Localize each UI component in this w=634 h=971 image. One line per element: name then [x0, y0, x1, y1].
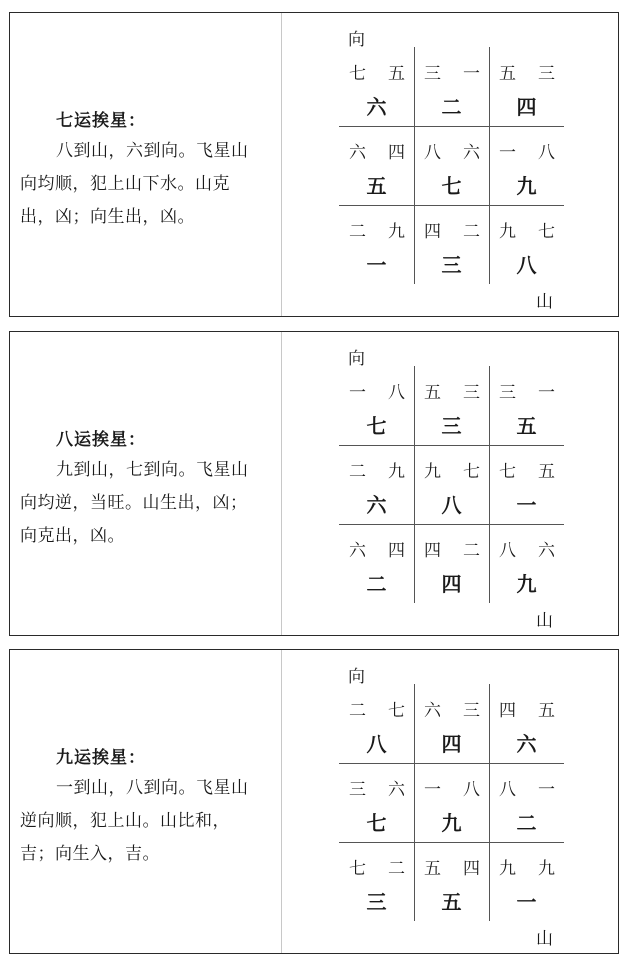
facing-star: 六 [538, 541, 555, 561]
description-line: 一到山，八到向。飞星山 [56, 778, 249, 798]
palace-cell [489, 684, 564, 763]
facing-star: 四 [388, 541, 405, 561]
facing-star: 九 [538, 859, 555, 879]
facing-label: 向 [348, 30, 365, 50]
mountain-star: 二 [349, 701, 366, 721]
palace-cell [339, 47, 414, 126]
palace-cell [414, 366, 489, 445]
facing-star: 八 [538, 143, 555, 163]
facing-star: 八 [388, 383, 405, 403]
section-title: 九运挨星： [56, 748, 146, 768]
palace-cell [414, 524, 489, 603]
palace-cell [414, 205, 489, 284]
mountain-star: 四 [424, 541, 441, 561]
mountain-label: 山 [536, 929, 553, 949]
palace-cell [489, 126, 564, 205]
base-star: 四 [441, 732, 462, 756]
base-star: 八 [516, 253, 537, 277]
base-star: 七 [366, 414, 387, 438]
description-line: 吉；向生入，吉。 [20, 844, 160, 864]
facing-star: 四 [388, 143, 405, 163]
mountain-star: 一 [349, 383, 366, 403]
text-column [20, 332, 274, 635]
description-line: 出，凶；向生出，凶。 [20, 207, 195, 227]
base-star: 四 [441, 572, 462, 596]
mountain-star: 六 [349, 143, 366, 163]
palace-cell [414, 763, 489, 842]
section-title: 八运挨星： [56, 430, 146, 450]
palace-cell [489, 842, 564, 921]
palace-cell [489, 205, 564, 284]
base-star: 一 [366, 253, 387, 277]
mountain-star: 二 [349, 462, 366, 482]
mountain-star: 七 [499, 462, 516, 482]
facing-star: 二 [388, 859, 405, 879]
base-star: 五 [516, 414, 537, 438]
facing-star: 八 [463, 780, 480, 800]
base-star: 二 [516, 811, 537, 835]
palace-cell [489, 445, 564, 524]
mountain-star: 九 [499, 859, 516, 879]
facing-star: 七 [463, 462, 480, 482]
mountain-star: 三 [499, 383, 516, 403]
base-star: 三 [441, 414, 462, 438]
mountain-star: 六 [349, 541, 366, 561]
base-star: 九 [441, 811, 462, 835]
palace-cell [339, 366, 414, 445]
section-title: 七运挨星： [56, 111, 146, 131]
facing-star: 五 [538, 701, 555, 721]
section-description [20, 772, 249, 871]
section-description [20, 135, 249, 234]
base-star: 六 [366, 493, 387, 517]
facing-star: 二 [463, 222, 480, 242]
base-star: 三 [366, 890, 387, 914]
mountain-star: 八 [499, 541, 516, 561]
base-star: 九 [516, 174, 537, 198]
text-column [20, 650, 274, 953]
mountain-star: 七 [349, 64, 366, 84]
base-star: 七 [441, 174, 462, 198]
base-star: 六 [516, 732, 537, 756]
facing-star: 九 [388, 462, 405, 482]
facing-star: 一 [538, 780, 555, 800]
mountain-star: 五 [424, 383, 441, 403]
mountain-star: 九 [424, 462, 441, 482]
palace-cell [489, 47, 564, 126]
base-star: 一 [516, 890, 537, 914]
palace-cell [414, 126, 489, 205]
base-star: 三 [441, 253, 462, 277]
facing-star: 三 [538, 64, 555, 84]
description-line: 逆向顺，犯上山。山比和， [20, 811, 230, 831]
palace-cell [339, 524, 414, 603]
description-line: 八到山，六到向。飞星山 [56, 141, 249, 161]
base-star: 四 [516, 95, 537, 119]
palace-cell [339, 842, 414, 921]
base-star: 七 [366, 811, 387, 835]
base-star: 二 [366, 572, 387, 596]
base-star: 九 [516, 572, 537, 596]
palace-cell [339, 205, 414, 284]
palace-cell [339, 763, 414, 842]
mountain-star: 一 [499, 143, 516, 163]
palace-cell [489, 763, 564, 842]
facing-label: 向 [348, 349, 365, 369]
mountain-star: 三 [349, 780, 366, 800]
palace-cell [414, 684, 489, 763]
mountain-star: 二 [349, 222, 366, 242]
facing-star: 三 [463, 701, 480, 721]
facing-star: 四 [463, 859, 480, 879]
base-star: 二 [441, 95, 462, 119]
facing-star: 七 [388, 701, 405, 721]
facing-star: 一 [538, 383, 555, 403]
mountain-star: 八 [499, 780, 516, 800]
mountain-star: 四 [424, 222, 441, 242]
mountain-star: 五 [499, 64, 516, 84]
panel-3 [9, 649, 619, 954]
palace-cell [339, 684, 414, 763]
mountain-label: 山 [536, 292, 553, 312]
facing-star: 九 [388, 222, 405, 242]
description-line: 向均顺，犯上山下水。山克 [20, 174, 230, 194]
description-line: 向均逆，当旺。山生出，凶； [20, 493, 248, 513]
facing-star: 六 [463, 143, 480, 163]
description-line: 向克出，凶。 [20, 526, 125, 546]
palace-cell [489, 524, 564, 603]
base-star: 八 [441, 493, 462, 517]
palace-cell [339, 126, 414, 205]
facing-label: 向 [348, 667, 365, 687]
facing-star: 七 [538, 222, 555, 242]
mountain-star: 四 [499, 701, 516, 721]
flying-star-chart [282, 332, 618, 635]
mountain-star: 九 [499, 222, 516, 242]
base-star: 八 [366, 732, 387, 756]
mountain-star: 七 [349, 859, 366, 879]
mountain-star: 六 [424, 701, 441, 721]
section-description [20, 454, 249, 553]
mountain-star: 一 [424, 780, 441, 800]
facing-star: 五 [388, 64, 405, 84]
facing-star: 五 [538, 462, 555, 482]
text-column [20, 13, 274, 316]
facing-star: 六 [388, 780, 405, 800]
base-star: 一 [516, 493, 537, 517]
panel-1 [9, 12, 619, 317]
panel-2 [9, 331, 619, 636]
palace-cell [414, 842, 489, 921]
description-line: 九到山，七到向。飞星山 [56, 460, 249, 480]
facing-star: 三 [463, 383, 480, 403]
flying-star-chart [282, 650, 618, 953]
facing-star: 二 [463, 541, 480, 561]
mountain-star: 三 [424, 64, 441, 84]
palace-cell [414, 47, 489, 126]
mountain-star: 八 [424, 143, 441, 163]
base-star: 六 [366, 95, 387, 119]
mountain-label: 山 [536, 611, 553, 631]
flying-star-chart [282, 13, 618, 316]
palace-cell [489, 366, 564, 445]
base-star: 五 [366, 174, 387, 198]
facing-star: 一 [463, 64, 480, 84]
palace-cell [339, 445, 414, 524]
base-star: 五 [441, 890, 462, 914]
palace-cell [414, 445, 489, 524]
mountain-star: 五 [424, 859, 441, 879]
